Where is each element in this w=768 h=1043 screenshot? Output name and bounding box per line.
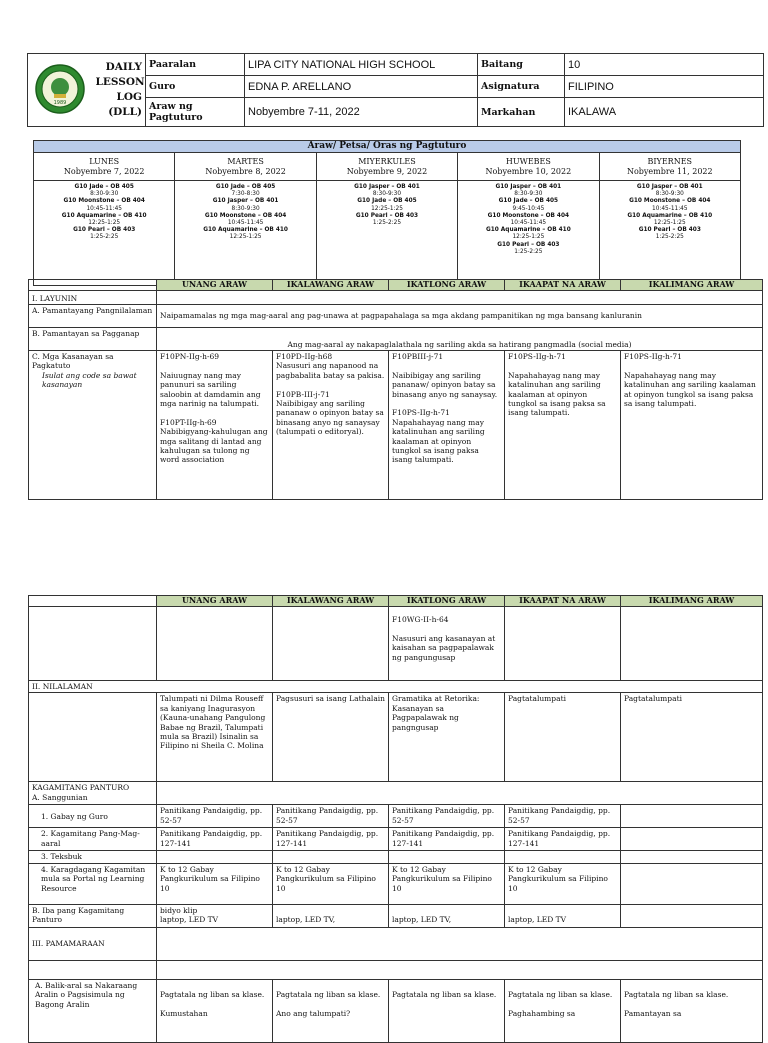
competencies-note: Isulat ang code sa bawat kasanayan: [42, 370, 137, 390]
learner-material-label: 2. Kagamitang Pang-Mag-aaral: [29, 828, 157, 851]
schedule-slots-2: [175, 181, 316, 286]
schedule-slot-time: 10:45-11:45: [652, 205, 688, 212]
competency-day-4: F10PS-IIg-h-71 Napahahayag nang may katalinuhan ang sariling kaalaman at opinyon tungkol sa isang paksa sa isang talumpati.: [505, 351, 621, 500]
schedule-slot-time: 10:45-11:45: [86, 205, 122, 212]
teacher-value: EDNA P. ARELLANO: [245, 76, 478, 98]
teacher-label: Guro: [146, 76, 245, 98]
learner-material-day-3: Panitikang Pandaigdig, pp. 127-141: [389, 828, 505, 851]
day-header-5: IKALIMANG ARAW: [621, 280, 763, 291]
schedule-slots-1: [34, 181, 175, 286]
schedule-slot-time: 12:25-1:25: [512, 234, 545, 241]
school-label: Paaralan: [146, 54, 245, 76]
extra-competency-day-5: [621, 607, 763, 681]
schedule-day-date: Nobyembre 11, 2022: [626, 166, 713, 176]
schedule-slot-time: 1:25-2:25: [514, 248, 543, 255]
schedule-slot-class: G10 Moonstone – OB 404: [63, 198, 145, 205]
schedule-slot-time: 8:30-9:30: [372, 191, 402, 198]
extra-competency-day-3: F10WG-II-h-64 Nasusuri ang kasanayan at kaisahan sa pagpapalawak ng pangungusap: [389, 607, 505, 681]
schedule-day-date: Nobyembre 8, 2022: [205, 166, 286, 176]
teacher-guide-day-4: Panitikang Pandaigdig, pp. 52-57: [505, 805, 621, 828]
content-heading: II. NILALAMAN: [29, 681, 763, 693]
other-materials-day-3: laptop, LED TV,: [389, 904, 505, 927]
schedule-day-5: [599, 153, 740, 181]
teacher-guide-day-5: [621, 805, 763, 828]
day-header-1: UNANG ARAW: [157, 596, 273, 607]
grade-label: Baitang: [478, 54, 565, 76]
competency-day-2: F10PD-IIg-h68 Nasusuri ang napanood na pagbabalita batay sa pakisa. F10PB-III-j-71 Naibibigay ang sariling pananaw o opinyon batay sa binasang anyo ng sanaysay (talumpati o editoryal).: [273, 351, 389, 500]
performance-standard-label: B. Pamantayan sa Pagganap: [29, 328, 157, 351]
content-day-2: Pagsusuri sa isang Lathalain: [273, 693, 389, 782]
content-standard-label: A. Pamantayang Pangnilalaman: [29, 305, 157, 328]
schedule-slot-class: G10 Jasper – OB 401: [636, 184, 703, 190]
schedule-slot-time: 12:25-1:25: [229, 234, 262, 241]
dll-title: DAILY LESSON LOG (DLL): [93, 54, 146, 127]
subject-value: FILIPINO: [565, 76, 764, 98]
review-day-3: Pagtatala ng liban sa klase.: [389, 979, 505, 1042]
subject-label: Asignatura: [478, 76, 565, 98]
schedule-slot-time: 8:30-9:30: [231, 205, 260, 212]
day-header-3: IKATLONG ARAW: [389, 280, 505, 291]
school-seal-icon: [34, 63, 86, 115]
review-day-1: Pagtatala ng liban sa klase. Kumustahan: [157, 979, 273, 1042]
learner-material-day-4: Panitikang Pandaigdig, pp. 127-141: [505, 828, 621, 851]
additional-materials-day-3: K to 12 Gabay Pangkurikulum sa Filipino 10: [389, 863, 505, 904]
schedule-slot-class: G10 Pearl – OB 403: [638, 227, 701, 234]
schedule-slot-time: 8:30-9:30: [655, 191, 684, 198]
schedule-day-date: Nobyembre 9, 2022: [346, 166, 428, 176]
extra-competency-day-1: [157, 607, 273, 681]
day-header-2: IKALAWANG ARAW: [273, 280, 389, 291]
objectives-table: [28, 279, 763, 500]
content-day-4: Pagtatalumpati: [505, 693, 621, 782]
other-materials-label: B. Iba pang Kagamitang Panturo: [29, 904, 157, 927]
schedule-slot-class: G10 Pearl – OB 403: [355, 212, 419, 219]
day-header-3: IKATLONG ARAW: [389, 596, 505, 607]
schedule-slot-time: 1:25-2:25: [655, 234, 684, 241]
schedule-slot-class: G10 Pearl – OB 403: [497, 241, 560, 248]
day-header-1: UNANG ARAW: [157, 280, 273, 291]
layunin-heading: I. LAYUNIN: [29, 291, 157, 305]
schedule-slot-class: G10 Moonstone – OB 404: [204, 212, 287, 219]
schedule-slot-class: G10 Aquamarine – OB 410: [203, 227, 288, 234]
learner-material-day-5: [621, 828, 763, 851]
review-label: A. Balik-aral sa Nakaraang Aralin o Pagsisimula ng Bagong Aralin: [29, 979, 157, 1042]
schedule-slot-class: G10 Aquamarine – OB 410: [485, 227, 571, 234]
schedule-day-name: MARTES: [227, 156, 264, 166]
schedule-slot-class: G10 Pearl – OB 403: [73, 227, 136, 234]
performance-standard-text: Ang mag-aaral ay nakapaglalathala ng sariling akda sa hatirang pangmadla (social media): [157, 328, 763, 351]
schedule-slot-class: G10 Moonstone – OB 404: [487, 212, 570, 219]
schedule-slot-class: G10 Jade – OB 405: [357, 198, 417, 205]
schedule-slots-3: [316, 181, 457, 286]
other-materials-day-2: laptop, LED TV,: [273, 904, 389, 927]
competency-day-5: F10PS-IIg-h-71 Napahahayag nang may katalinuhan ang sariling kaalaman at opinyon tungkol sa isang paksa sa isang talumpati.: [621, 351, 763, 500]
content-day-1: Talumpati ni Dilma Rouseff sa kaniyang Inagurasyon (Kauna-unahang Pangulong Babae ng Brazil, Talumpati mula sa Brazil) Isinalin sa Filipino ni Sheila C. Molina: [157, 693, 273, 782]
lesson-table: [28, 595, 763, 1043]
schedule-day-name: HUWEBES: [505, 156, 551, 166]
additional-materials-day-2: K to 12 Gabay Pangkurikulum sa Filipino 10: [273, 863, 389, 904]
schedule-day-date: Nobyembre 7, 2022: [63, 166, 145, 176]
teacher-guide-day-1: Panitikang Pandaigdig, pp. 52-57: [157, 805, 273, 828]
schedule-slot-time: 12:25-1:25: [371, 205, 403, 212]
schedule-day-4: [458, 153, 599, 181]
learner-material-day-2: Panitikang Pandaigdig, pp. 127-141: [273, 828, 389, 851]
schedule-slot-class: G10 Jade – OB 405: [215, 184, 276, 190]
quarter-value: IKALAWA: [565, 98, 764, 127]
other-materials-day-4: laptop, LED TV: [505, 904, 621, 927]
schedule-slot-time: 8:30-9:30: [90, 191, 119, 198]
teacher-guide-day-3: Panitikang Pandaigdig, pp. 52-57: [389, 805, 505, 828]
schedule-slot-time: 10:45-11:45: [510, 220, 547, 227]
schedule-slot-time: 12:25-1:25: [88, 220, 121, 227]
schedule-slot-time: 1:25-2:25: [90, 234, 119, 241]
learner-material-day-1: Panitikang Pandaigdig, pp. 127-141: [157, 828, 273, 851]
procedure-heading: III. PAMAMARAAN: [29, 927, 157, 960]
review-day-5: Pagtatala ng liban sa klase. Pamantayan sa: [621, 979, 763, 1042]
schedule-slot-class: G10 Jade – OB 405: [74, 184, 134, 190]
content-day-3: Gramatika at Retorika: Kasanayan sa Pagpapalawak ng pangngusap: [389, 693, 505, 782]
schedule-slot-class: G10 Jasper – OB 401: [354, 184, 420, 190]
teaching-day-value: Nobyembre 7-11, 2022: [245, 98, 478, 127]
competency-day-3: F10PBIII-j-71 Naibibigay ang sariling pananaw/ opinyon batay sa binasang anyo ng sanaysay. F10PS-IIg-h-71 Napahahayag nang may katalinuhan ang sariling kaalaman at opinyon tungkol sa isang paksa isang talumpati.: [389, 351, 505, 500]
schedule-day-2: [175, 153, 316, 181]
schedule-day-3: [316, 153, 457, 181]
textbook-label: 3. Teksbuk: [29, 851, 157, 863]
schedule-slot-class: G10 Moonstone – OB 404: [629, 198, 711, 205]
day-header-4: IKAAPAT NA ARAW: [505, 280, 621, 291]
quarter-label: Markahan: [478, 98, 565, 127]
teacher-guide-day-2: Panitikang Pandaigdig, pp. 52-57: [273, 805, 389, 828]
competencies-label: C. Mga Kasanayan sa Pagkatuto Isulat ang code sa bawat kasanayan: [29, 351, 157, 500]
day-header-2: IKALAWANG ARAW: [273, 596, 389, 607]
school-value: LIPA CITY NATIONAL HIGH SCHOOL: [245, 54, 478, 76]
grade-value: 10: [565, 54, 764, 76]
schedule-slot-time: 8:30-9:30: [514, 191, 543, 198]
schedule-day-1: [34, 153, 175, 181]
schedule-day-date: Nobyembre 10, 2022: [485, 166, 572, 176]
schedule-slot-class: G10 Jade – OB 405: [498, 198, 559, 205]
review-day-2: Pagtatala ng liban sa klase. Ano ang talumpati?: [273, 979, 389, 1042]
school-logo: [28, 54, 93, 127]
header-table: [27, 53, 764, 127]
schedule-slots-4: [458, 181, 599, 286]
schedule-day-name: BIYERNES: [647, 156, 693, 166]
other-materials-day-1: bidyo klip laptop, LED TV: [157, 904, 273, 927]
materials-heading: KAGAMITANG PANTURO A. Sanggunian: [29, 782, 157, 805]
content-day-5: Pagtatalumpati: [621, 693, 763, 782]
teacher-guide-label: 1. Gabay ng Guro: [29, 805, 157, 828]
schedule-day-name: MIYERKULES: [358, 156, 416, 166]
additional-materials-day-5: [621, 863, 763, 904]
schedule-slot-time: 10:45-11:45: [227, 220, 264, 227]
content-standard-text: Naipamamalas ng mga mag-aaral ang pag-unawa at pagpapahalaga sa mga akdang pampanitikan ng mga bansang kanluranin: [157, 305, 763, 328]
schedule-slot-class: G10 Aquamarine – OB 410: [627, 212, 713, 219]
schedule-slot-class: G10 Jasper – OB 401: [495, 184, 562, 190]
schedule-slots-5: [599, 181, 740, 286]
schedule-day-name: LUNES: [89, 156, 120, 166]
svg-text:1989: 1989: [53, 99, 67, 106]
schedule-slot-time: 9:45-10:45: [512, 205, 545, 212]
teaching-day-label: Araw ng Pagtuturo: [146, 98, 245, 127]
schedule-slot-class: G10 Aquamarine – OB 410: [61, 212, 147, 219]
schedule-table: [33, 140, 741, 286]
extra-competency-day-2: [273, 607, 389, 681]
additional-materials-day-1: K to 12 Gabay Pangkurikulum sa Filipino 10: [157, 863, 273, 904]
other-materials-day-5: [621, 904, 763, 927]
schedule-title: Araw/ Petsa/ Oras ng Pagtuturo: [34, 141, 741, 153]
day-header-5: IKALIMANG ARAW: [621, 596, 763, 607]
competency-day-1: F10PN-IIg-h-69 Naiuugnay nang may panunuri sa sariling saloobin at damdamin ang mga narinig na talumpati. F10PT-IIg-h-69 Nabibigyang-kahulugan ang mga salitang di lantad ang kahulugan sa tulong ng word association: [157, 351, 273, 500]
extra-competency-day-4: [505, 607, 621, 681]
schedule-slot-class: G10 Jasper – OB 401: [212, 198, 279, 205]
additional-materials-day-4: K to 12 Gabay Pangkurikulum sa Filipino 10: [505, 863, 621, 904]
schedule-slot-time: 1:25-2:25: [372, 220, 402, 227]
schedule-slot-time: 12:25-1:25: [653, 220, 686, 227]
day-header-4: IKAAPAT NA ARAW: [505, 596, 621, 607]
schedule-slot-time: 7:30-8:30: [231, 191, 260, 198]
review-day-4: Pagtatala ng liban sa klase. Paghahambing sa: [505, 979, 621, 1042]
additional-materials-label: 4. Karagdagang Kagamitan mula sa Portal ng Learning Resource: [29, 863, 157, 904]
